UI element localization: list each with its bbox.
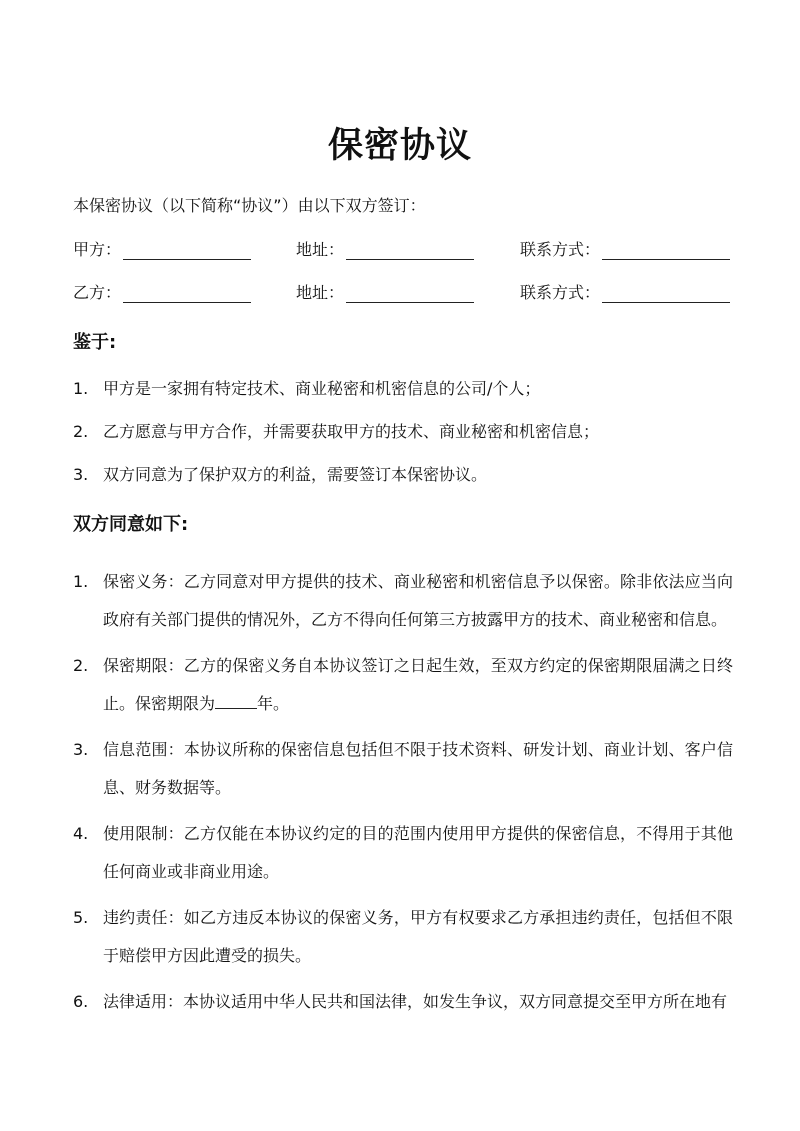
clause-text-after: 年。 [257, 694, 290, 713]
party-b-contact-blank[interactable] [602, 286, 730, 303]
party-b-label: 乙方： [73, 283, 122, 302]
clause-text [103, 647, 733, 723]
clause-text: 法律适用：本协议适用中华人民共和国法律，如发生争议，双方同意提交至甲方所在地有 [103, 992, 728, 1011]
list-number: 3. [73, 465, 89, 484]
party-b-contact-field[interactable] [520, 280, 730, 303]
agreement-heading: 双方同意如下: [73, 514, 189, 535]
clause-item [73, 899, 733, 983]
list-item [73, 421, 733, 464]
whereas-heading: 鉴于: [73, 332, 117, 353]
clause-text: 使用限制：乙方仅能在本协议约定的目的范围内使用甲方提供的保密信息，不得用于其他任何商业或非商业用途。 [103, 824, 733, 881]
document-title: 保密协议 [327, 126, 472, 166]
clause-text: 信息范围：本协议所称的保密信息包括但不限于技术资料、研发计划、商业计划、客户信息、财务数据等。 [103, 740, 733, 797]
clause-number: 5. [73, 908, 89, 927]
party-a-label: 甲方： [73, 240, 122, 259]
list-item [73, 464, 733, 507]
clause-text: 保密义务：乙方同意对甲方提供的技术、商业秘密和机密信息予以保密。除非依法应当向政府有关部门提供的情况外，乙方不得向任何第三方披露甲方的技术、商业秘密和信息。 [103, 572, 733, 629]
contact-label: 联系方式： [520, 240, 601, 259]
clause-item [73, 731, 733, 815]
clause-item [73, 815, 733, 899]
clause-item [73, 983, 733, 1025]
clause-item [73, 647, 733, 731]
party-b-address-field[interactable] [296, 280, 474, 303]
party-b-row [73, 280, 733, 304]
clauses-list [73, 563, 733, 1025]
clause-text: 违约责任：如乙方违反本协议的保密义务，甲方有权要求乙方承担违约责任，包括但不限于赔偿甲方因此遭受的损失。 [103, 908, 733, 965]
party-a-address-field[interactable] [296, 237, 474, 260]
party-b-blank[interactable] [123, 286, 251, 303]
party-a-address-blank[interactable] [346, 243, 474, 260]
list-item [73, 378, 733, 421]
contact-label: 联系方式： [520, 283, 601, 302]
clause-number: 6. [73, 992, 89, 1011]
party-b-field[interactable] [73, 280, 251, 303]
party-a-row [73, 237, 733, 261]
party-a-contact-field[interactable] [520, 237, 730, 260]
term-years-blank[interactable] [215, 694, 257, 709]
intro-text: 本保密协议（以下简称“协议”）由以下双方签订： [73, 196, 426, 215]
clause-item [73, 563, 733, 647]
clause-number: 3. [73, 740, 89, 759]
list-text: 双方同意为了保护双方的利益，需要签订本保密协议。 [103, 465, 488, 484]
list-number: 2. [73, 422, 89, 441]
clause-number: 4. [73, 824, 89, 843]
list-text: 乙方愿意与甲方合作，并需要获取甲方的技术、商业秘密和机密信息； [103, 422, 600, 441]
clause-text-before: 保密期限：乙方的保密义务自本协议签订之日起生效，至双方约定的保密期限届满之日终止。保密期限为 [103, 656, 733, 713]
list-text: 甲方是一家拥有特定技术、商业秘密和机密信息的公司/个人； [103, 379, 541, 398]
party-b-address-blank[interactable] [346, 286, 474, 303]
address-label: 地址： [296, 283, 345, 302]
list-number: 1. [73, 379, 89, 398]
party-a-field[interactable] [73, 237, 251, 260]
clause-number: 2. [73, 656, 89, 675]
clause-number: 1. [73, 572, 89, 591]
party-a-contact-blank[interactable] [602, 243, 730, 260]
whereas-list [73, 378, 733, 507]
address-label: 地址： [296, 240, 345, 259]
party-a-blank[interactable] [123, 243, 251, 260]
